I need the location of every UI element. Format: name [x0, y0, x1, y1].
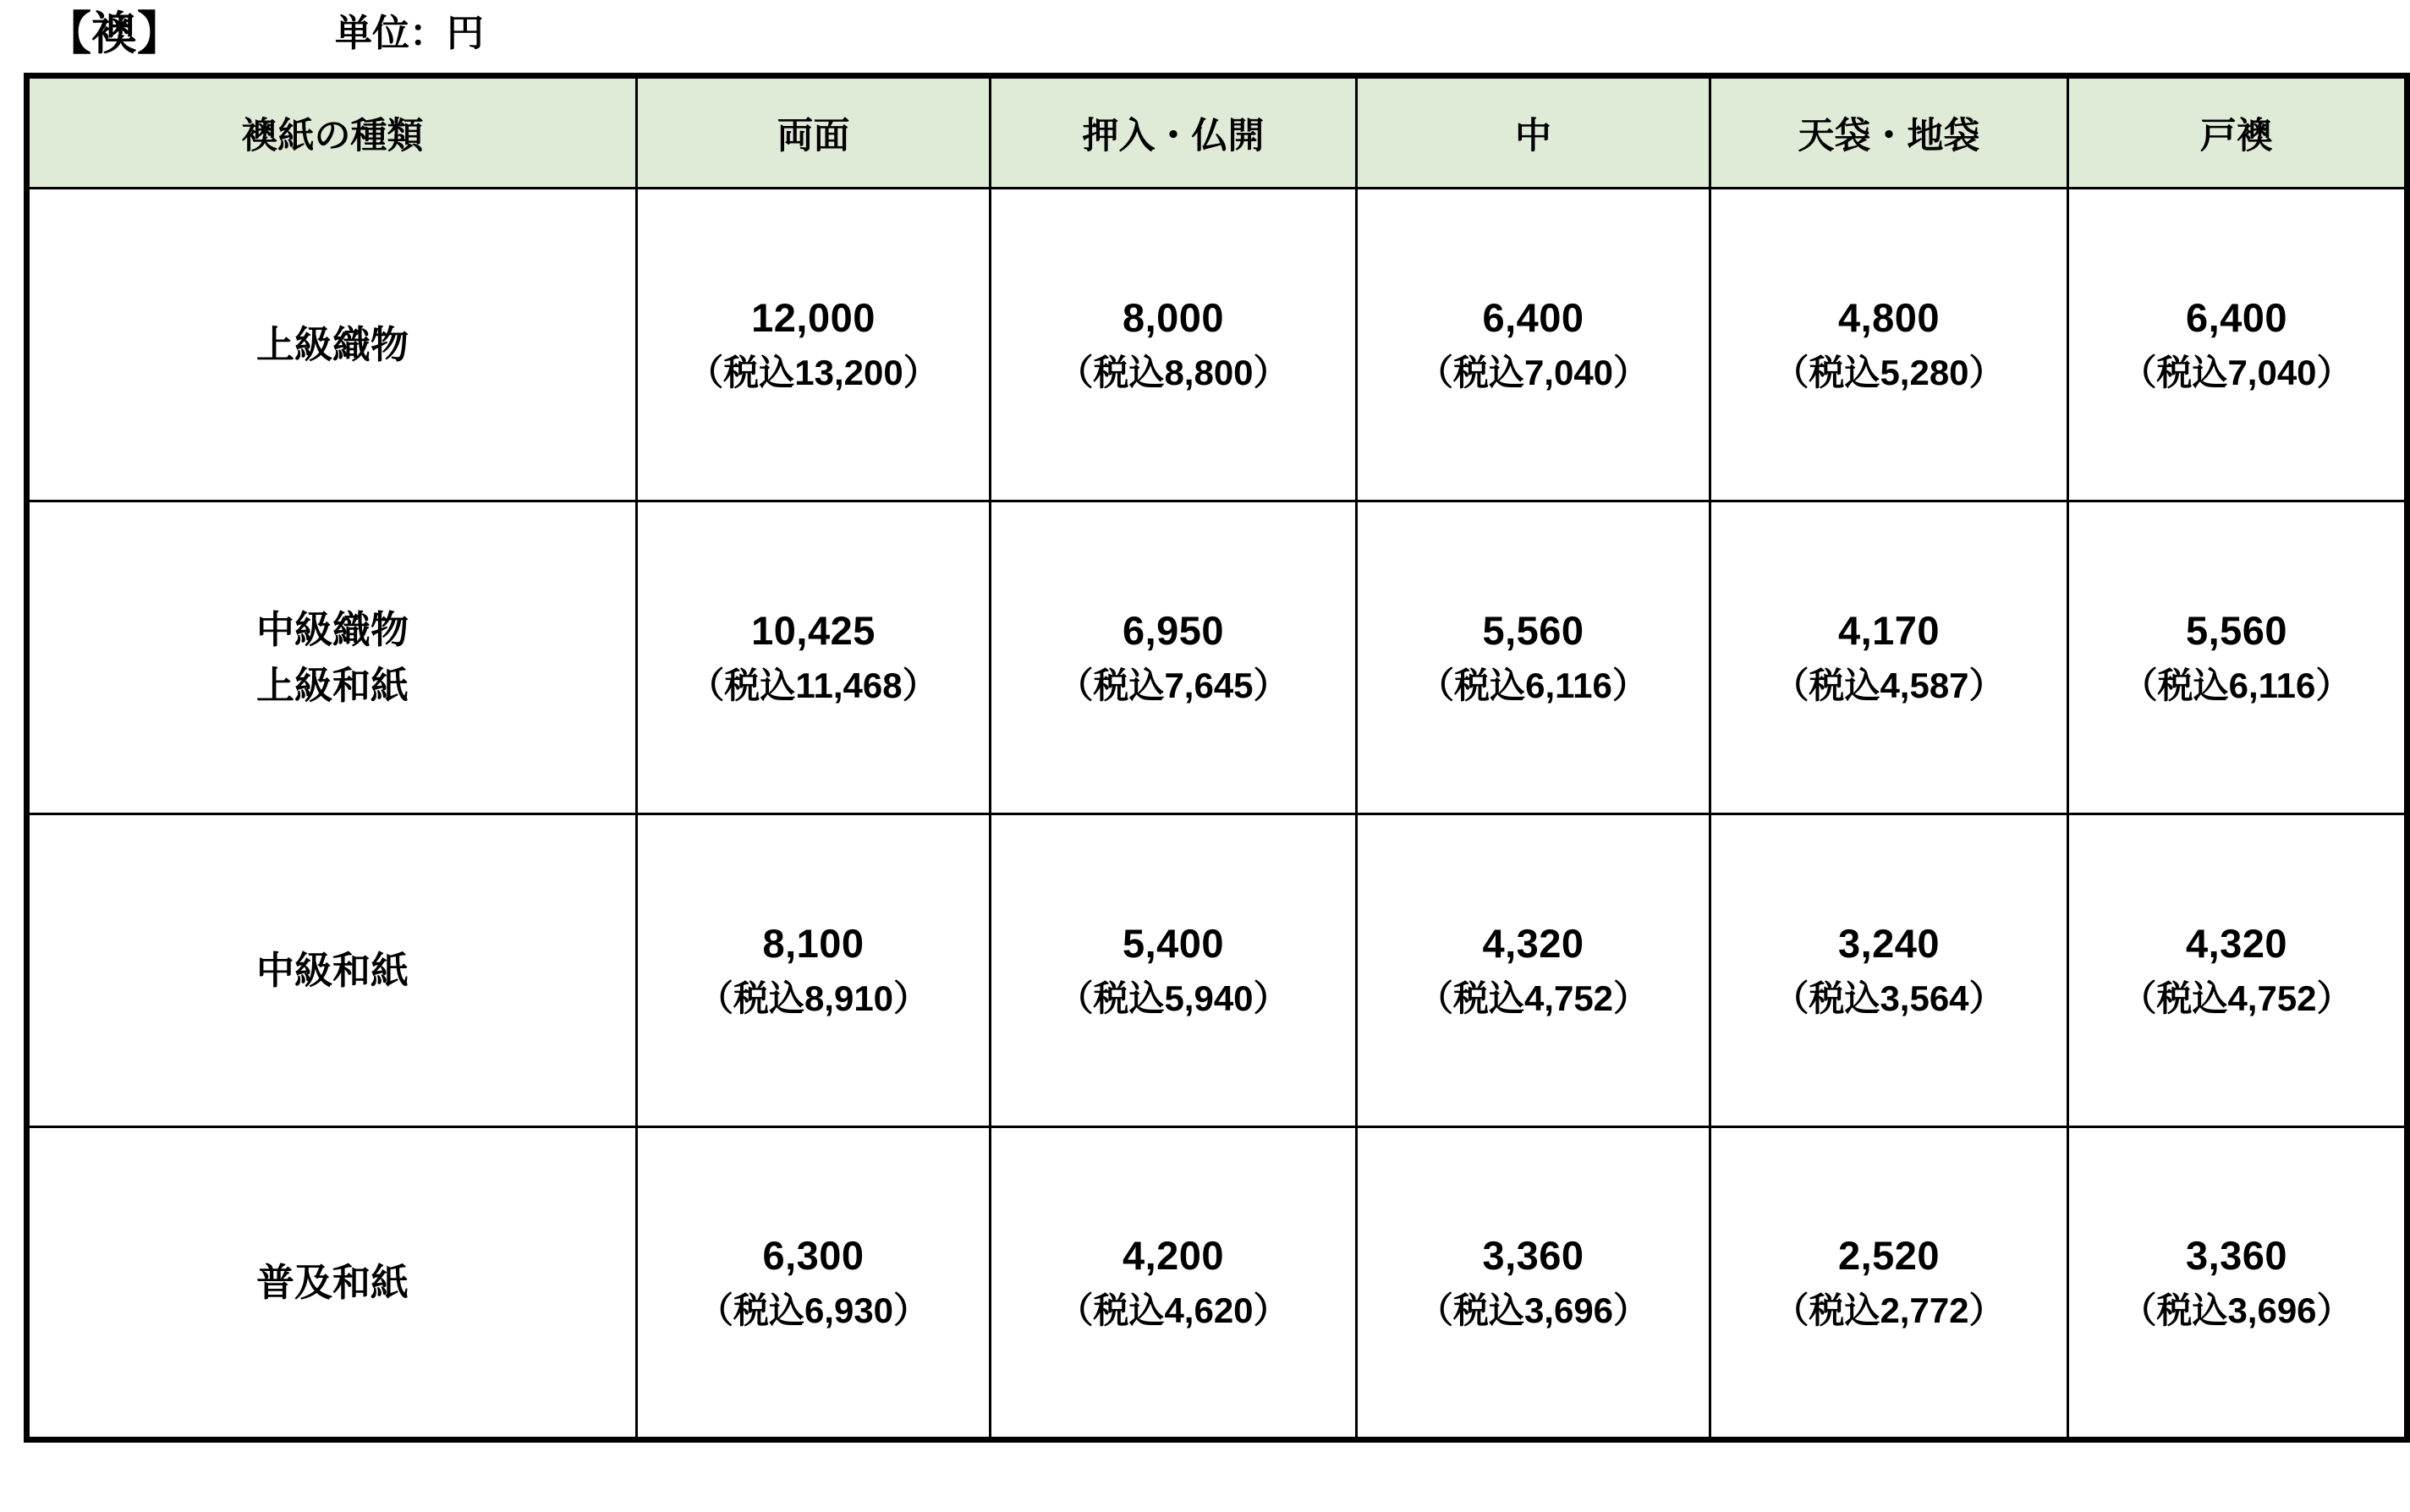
table-cell: [1710, 814, 2068, 1127]
table-cell: [1710, 501, 2068, 814]
table-cell: [991, 814, 1357, 1127]
cell-price-tax: （税込8,910）: [697, 978, 930, 1018]
table-row: [27, 189, 2407, 501]
column-header-ryomen: 両面: [637, 76, 991, 189]
cell-price: 8,000: [1122, 294, 1225, 340]
table-cell: [1357, 501, 1710, 814]
column-header-oshiire: 押入・仏開: [991, 76, 1357, 189]
column-header-naka: 中: [1357, 76, 1710, 189]
table-row: [27, 814, 2407, 1127]
cell-price-tax: （税込13,200）: [688, 352, 939, 392]
cell-price-tax: （税込11,468）: [689, 665, 938, 705]
cell-price: 3,360: [1482, 1232, 1584, 1278]
cell-price-tax: （税込5,280）: [1773, 352, 2005, 392]
cell-price: 10,425: [751, 607, 876, 653]
table-row: [27, 501, 2407, 814]
row-label-line: 普及和紙: [255, 1260, 409, 1304]
price-table: [24, 73, 2410, 1443]
table-cell: [1357, 814, 1710, 1127]
cell-price: 4,170: [1837, 607, 1941, 653]
column-header-tenbukuro: 天袋・地袋: [1710, 76, 2068, 189]
table-row: [27, 1127, 2407, 1440]
row-label-line: 中級和紙: [255, 948, 409, 992]
table-cell: [2068, 814, 2407, 1127]
cell-price-tax: （税込2,772）: [1773, 1290, 2005, 1330]
table-header-row: [27, 76, 2407, 189]
column-header-type: 襖紙の種類: [27, 76, 637, 189]
cell-price: 5,560: [2185, 607, 2288, 653]
cell-price-tax: （税込6,116）: [1419, 665, 1648, 705]
cell-price-tax: （税込6,930）: [697, 1290, 930, 1330]
cell-price: 12,000: [751, 294, 876, 340]
cell-price: 6,300: [762, 1232, 865, 1278]
cell-price-tax: （税込3,696）: [1417, 1290, 1650, 1330]
cell-price: 4,320: [1482, 920, 1584, 966]
table-cell: [637, 814, 991, 1127]
table-header: [27, 76, 2407, 189]
cell-price-tax: （税込3,696）: [2121, 1290, 2352, 1330]
cell-price-tax: （税込4,620）: [1057, 1290, 1289, 1330]
row-label-line: 上級織物: [255, 322, 409, 366]
table-cell: [1710, 1127, 2068, 1440]
table-body: [27, 189, 2407, 1440]
unit-label: 単位：円: [335, 13, 484, 54]
cell-price-tax: （税込4,587）: [1773, 665, 2005, 705]
cell-price-tax: （税込4,752）: [2121, 978, 2352, 1018]
row-label: [27, 501, 637, 814]
cell-price-tax: （税込5,940）: [1057, 978, 1289, 1018]
table-cell: [1710, 189, 2068, 501]
cell-price: 2,520: [1837, 1232, 1941, 1278]
cell-price-tax: （税込3,564）: [1773, 978, 2005, 1018]
table-cell: [991, 501, 1357, 814]
table-cell: [637, 1127, 991, 1440]
cell-price-tax: （税込7,040）: [2121, 352, 2352, 392]
cell-price: 6,950: [1122, 607, 1225, 653]
document-header: [24, 0, 2386, 68]
cell-price: 3,360: [2185, 1232, 2288, 1278]
cell-price: 4,200: [1122, 1232, 1225, 1278]
table-cell: [991, 189, 1357, 501]
row-label: [27, 1127, 637, 1440]
row-label: [27, 814, 637, 1127]
cell-price: 6,400: [1482, 294, 1584, 340]
cell-price: 6,400: [2185, 294, 2288, 340]
row-label: [27, 189, 637, 501]
cell-price: 5,400: [1122, 920, 1225, 966]
table-cell: [637, 189, 991, 501]
table-cell: [991, 1127, 1357, 1440]
cell-price-tax: （税込8,800）: [1057, 352, 1289, 392]
cell-price: 4,800: [1837, 294, 1941, 340]
table-cell: [2068, 1127, 2407, 1440]
table-cell: [2068, 501, 2407, 814]
cell-price: 3,240: [1837, 920, 1941, 966]
cell-price-tax: （税込6,116）: [2122, 665, 2352, 705]
column-header-tobusuma: 戸襖: [2068, 76, 2407, 189]
table-cell: [637, 501, 991, 814]
row-label-line: 上級和紙: [255, 663, 409, 707]
table-cell: [2068, 189, 2407, 501]
row-label-line: 中級織物: [255, 608, 409, 652]
cell-price: 8,100: [762, 920, 865, 966]
table-cell: [1357, 1127, 1710, 1440]
cell-price-tax: （税込7,645）: [1057, 665, 1289, 705]
cell-price-tax: （税込7,040）: [1417, 352, 1650, 392]
cell-price: 4,320: [2185, 920, 2288, 966]
table-cell: [1357, 189, 1710, 501]
cell-price-tax: （税込4,752）: [1417, 978, 1650, 1018]
cell-price: 5,560: [1482, 607, 1584, 653]
page-title: 【襖】: [46, 8, 183, 59]
